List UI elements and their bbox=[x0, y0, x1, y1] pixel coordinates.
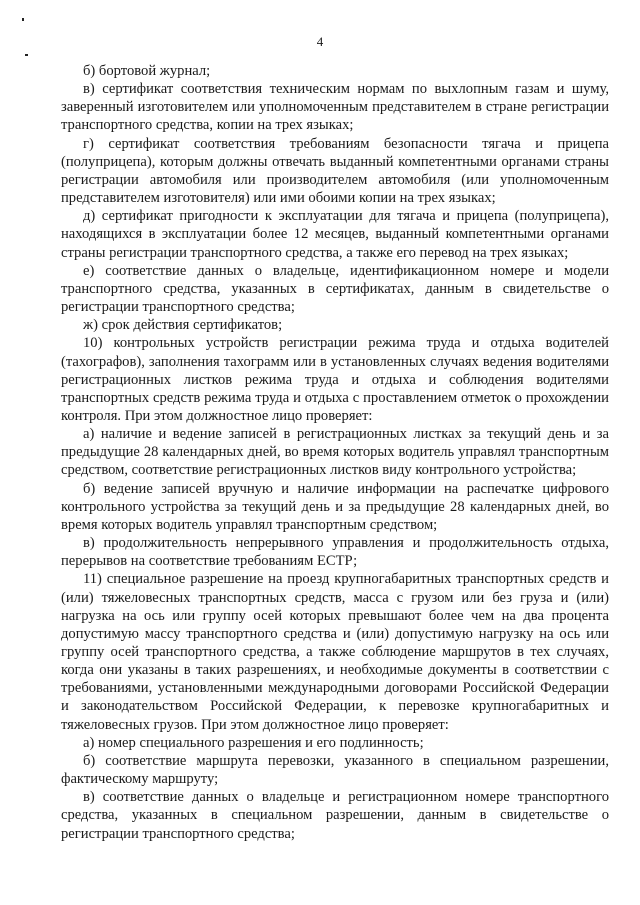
page-number: 4 bbox=[316, 34, 324, 49]
paragraph-10-v-driving-duration: в) продолжительность непрерывного управления и продолжительность отдыха, перерывов на соответствие требованиям ЕСТР; bbox=[61, 535, 609, 570]
paragraph-item-zh-certificate-validity: ж) срок действия сертификатов; bbox=[83, 317, 283, 334]
paragraph-11-b-route-match: б) соответствие маршрута перевозки, указанного в специальном разрешении, фактическому маршруту; bbox=[61, 752, 609, 788]
paragraph-item-e-owner-data-match: е) соответствие данных о владельце, идентификационном номере и модели транспортного средства, указанных в сертификатах, данным в свидетельстве о регистрации транспортного средства; bbox=[61, 262, 609, 316]
scan-speck bbox=[25, 54, 28, 56]
paragraph-item-v-emissions-certificate: в) сертификат соответствия техническим нормам по выхлопным газам и шуму, заверенный изготовителем или уполномоченным представителем в стране регистрации транспортного средства, копии на трех языках; bbox=[61, 81, 609, 134]
paragraph-10-b-manual-records: б) ведение записей вручную и наличие информации на распечатке цифрового контрольного устройства за текущий день и за предыдущие 28 календарных дней, во время которых водитель управлял транспортным средством; bbox=[61, 480, 609, 533]
paragraph-section-11-special-permit: 11) специальное разрешение на проезд крупногабаритных транспортных средств и (или) тяжеловесных транспортных средств, масса с грузом или без груза и (или) нагрузка на ось или группу осей которых превышают более чем на два процента допустимую массу транспортного средства и (или) допустимую нагрузку на ось или группу осей транспортного средства, а также соблюдение маршрутов в тех случаях, когда они указаны в таких разрешениях, и необходимые документы в соответствии с требованиями, установленными международными договорами Российской Федерации и законодательством Российской Федерации, к перевозке крупногабаритных и тяжеловесных грузов. При этом должностное лицо проверяет: bbox=[61, 571, 609, 733]
paragraph-10-a-records: а) наличие и ведение записей в регистрационных листках за текущий день и за предыдущие 28 календарных дней, во время которых водитель управлял транспортным средством, соответствие регистрационных листков виду контрольного устройства; bbox=[61, 426, 609, 479]
paragraph-item-g-safety-certificate: г) сертификат соответствия требованиям безопасности тягача и прицепа (полуприцепа), которым должны отвечать выданный компетентными органами страны регистрации автомобиля или производителем автомобиля (или уполномоченным представителем изготовителя) или ими обоими копии на трех языках; bbox=[61, 135, 609, 207]
paragraph-11-a-permit-number: а) номер специального разрешения и его подлинность; bbox=[83, 734, 424, 751]
scan-speck bbox=[22, 18, 24, 21]
paragraph-item-b-logbook: б) бортовой журнал; bbox=[83, 63, 211, 79]
document-body bbox=[61, 62, 609, 843]
paragraph-item-d-roadworthiness-certificate: д) сертификат пригодности к эксплуатации для тягача и прицепа (полуприцепа), находящихся в эксплуатации более 12 месяцев, выданный компетентными органами страны регистрации транспортного средства, а также его перевод на трех языках; bbox=[61, 208, 609, 261]
paragraph-section-10-tachographs: 10) контрольных устройств регистрации режима труда и отдыха водителей (тахографов), заполнения тахограмм или в установленных случаях ведения водителями регистрационных листков режима труда и отдыха и соблюдения водителями транспортных средств режима труда и отдыха с проставлением отметок о прохождении контроля. При этом должностное лицо проверяет: bbox=[61, 335, 609, 424]
paragraph-11-v-owner-data-match: в) соответствие данных о владельце и регистрационном номере транспортного средства, указанных в специальном разрешении, данным в свидетельстве о регистрации транспортного средства; bbox=[61, 789, 609, 842]
